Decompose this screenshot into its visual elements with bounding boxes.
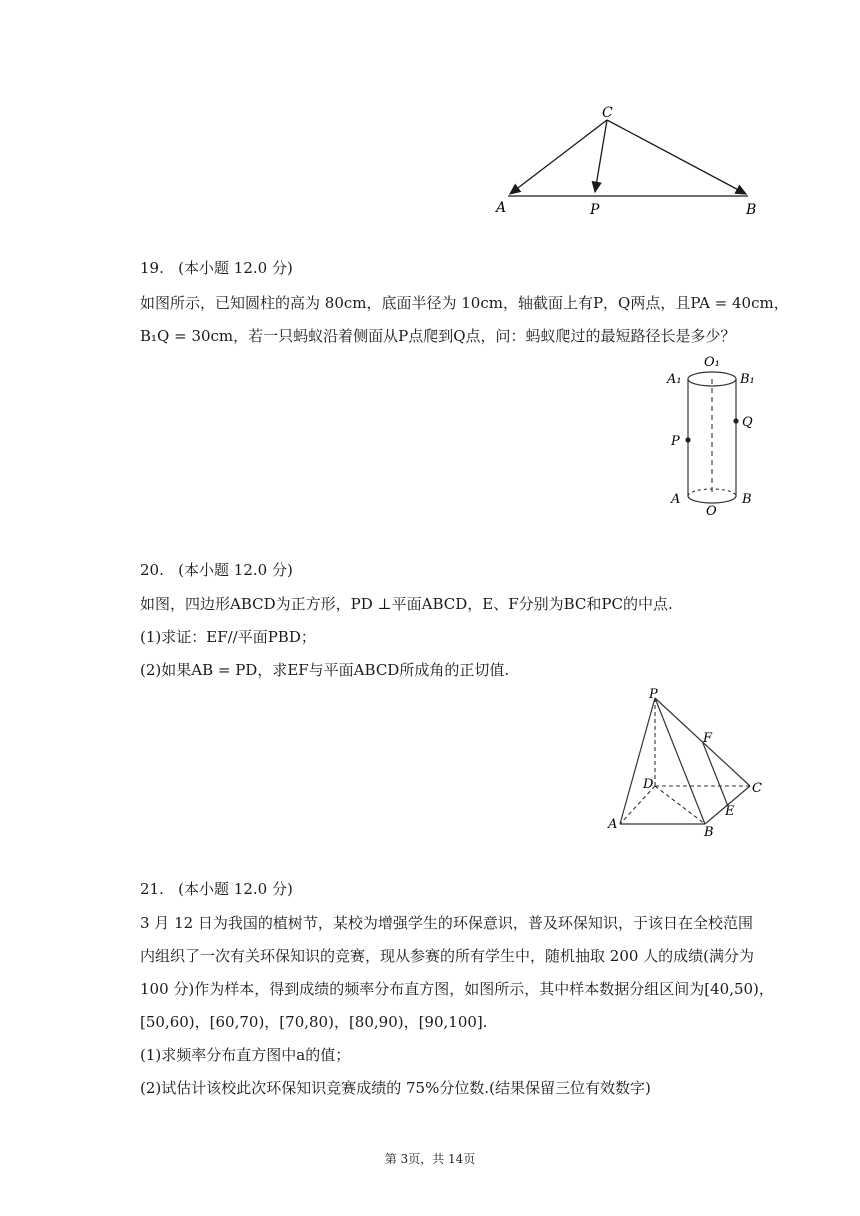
label-F: F <box>703 731 713 746</box>
q19-line2: B₁Q = 30cm，若一只蚂蚁沿着侧面从P点爬到Q点，问：蚂蚁爬过的最短路径长是多少？ <box>140 327 736 345</box>
label-C: C <box>602 105 613 121</box>
label-A: A <box>608 817 618 832</box>
label-O: O <box>706 504 717 519</box>
q19-header: 19. (本小题 12.0 分) <box>140 259 293 277</box>
label-A: A <box>496 200 507 216</box>
label-B: B <box>746 202 757 218</box>
label-Q: Q <box>742 415 753 430</box>
q19-line1: 如图所示，已知圆柱的高为 80cm，底面半径为 10cm，轴截面上有P，Q两点，且PA = 40cm， <box>140 294 789 312</box>
label-P: P <box>671 434 680 449</box>
q20-line1: 如图，四边形ABCD为正方形，PD ⊥平面ABCD，E、F分别为BC和PC的中点. <box>140 595 673 613</box>
pyramid-figure <box>600 684 770 844</box>
label-E: E <box>725 804 735 819</box>
label-O1: O₁ <box>704 355 720 370</box>
label-B1: B₁ <box>740 372 755 387</box>
q21-header: 21. (本小题 12.0 分) <box>140 880 293 898</box>
label-P: P <box>590 202 600 218</box>
label-B: B <box>704 825 714 840</box>
label-D: D <box>643 777 654 792</box>
label-A: A <box>671 492 681 507</box>
q21-line2: 内组织了一次有关环保知识的竞赛，现从参赛的所有学生中，随机抽取 200 人的成绩(满分为 <box>140 947 755 965</box>
q21-line4: [50,60)，[60,70)，[70,80)，[80,90)，[90,100]. <box>140 1013 488 1031</box>
q20-line2: (1)求证：EF//平面PBD； <box>140 628 316 646</box>
q21-line1: 3 月 12 日为我国的植树节，某校为增强学生的环保意识，普及环保知识，于该日在全校范围 <box>140 914 753 932</box>
q21-line5: (1)求频率分布直方图中a的值； <box>140 1046 351 1064</box>
label-B: B <box>742 492 752 507</box>
q21-line6: (2)试估计该校此次环保知识竞赛成绩的 75%分位数.(结果保留三位有效数字) <box>140 1079 651 1097</box>
q20-header: 20. (本小题 12.0 分) <box>140 561 293 579</box>
label-C: C <box>752 781 762 796</box>
q21-line3: 100 分)作为样本，得到成绩的频率分布直方图，如图所示，其中样本数据分组区间为[40,50)， <box>140 980 774 998</box>
cylinder-figure <box>662 348 772 520</box>
page-footer: 第 3页，共 14页 <box>384 1152 476 1166</box>
triangle-vector-figure <box>490 100 770 225</box>
label-A1: A₁ <box>667 372 682 387</box>
q20-line3: (2)如果AB = PD，求EF与平面ABCD所成角的正切值. <box>140 661 510 679</box>
label-P: P <box>649 687 658 702</box>
